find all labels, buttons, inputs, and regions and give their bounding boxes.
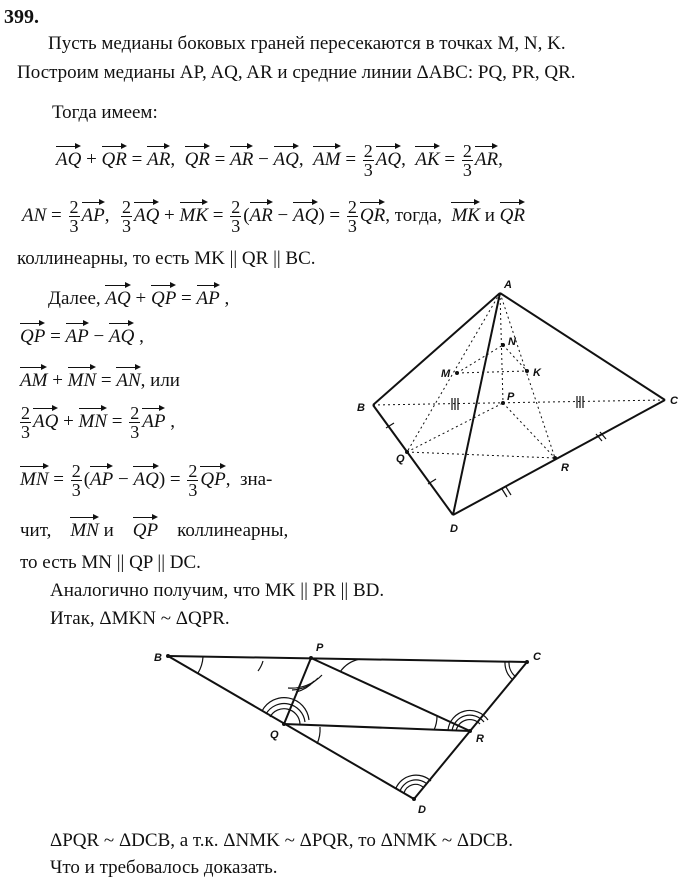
segment-mn — [457, 345, 503, 373]
intro-line-1: Пусть медианы боковых граней пересекаются в точках M, N, K. — [48, 33, 566, 54]
label-r: R — [561, 462, 569, 474]
conclusion-line-2: Что и требовалось доказать. — [50, 857, 278, 878]
formula-line-1: AQ + QR = AR, QR = AR − AQ, AM = $\frac{2}{3}$ AQ, AK = $\frac{2}{3}$ AR, — [56, 141, 503, 180]
formula-line-2: AN = $\frac{2}{3}$ AP, $\frac{2}{3}$ AQ + MK = $\frac{2}{3}$ (AR − AQ) = $\frac{2}{3}$ QR, тогда, MK и QR — [22, 197, 525, 236]
further-line: Далее, AQ + QP = AP , — [48, 282, 229, 310]
label-a: A — [504, 279, 512, 291]
pyramid-figure — [357, 275, 690, 540]
collinear-mk-qr: коллинеарны, то есть MK || QR || BC. — [17, 248, 316, 269]
that-is-mn: то есть MN || QP || DC. — [20, 552, 201, 573]
conclusion-line-1: ΔPQR ~ ΔDCB, а т.к. ΔNMK ~ ΔPQR, то ΔNMK ~ ΔDCB. — [50, 830, 513, 851]
tri-label-q: Q — [270, 729, 279, 741]
tri-label-c: C — [533, 651, 541, 663]
similarly-line: Аналогично получим, что MK || PR || BD. — [50, 580, 385, 601]
collinear-mn-qp: чит, MN и QP коллинеарны, — [20, 514, 288, 542]
qp-formula: QP = AP − AQ , — [20, 320, 144, 348]
edge-ad — [453, 293, 500, 515]
label-p: P — [507, 391, 515, 403]
label-n: N — [508, 336, 516, 348]
label-b: B — [357, 402, 365, 414]
edge-dc — [453, 400, 665, 515]
tri-label-d: D — [418, 804, 426, 816]
edge-ac — [500, 293, 665, 400]
label-q: Q — [396, 453, 405, 465]
problem-number: 399. — [4, 6, 39, 28]
median-ap — [500, 293, 503, 403]
edge-ab — [373, 293, 500, 405]
label-m: M — [441, 368, 451, 380]
edge-bc — [373, 400, 665, 405]
triangle-figure — [150, 640, 550, 818]
label-k: K — [533, 367, 541, 379]
tri-label-r: R — [476, 733, 484, 745]
tri-label-b: B — [154, 652, 162, 664]
midline-qr — [407, 452, 555, 458]
segment-mk — [457, 371, 527, 373]
then-we-have: Тогда имеем: — [52, 102, 158, 123]
tri-label-p: P — [316, 642, 324, 654]
am-mn-formula: AM + MN = AN, или — [20, 364, 180, 392]
midline-pr — [503, 403, 555, 458]
intro-line-2: Построим медианы AP, AQ, AR и средние линии ΔABC: PQ, PR, QR. — [17, 62, 576, 83]
label-d: D — [450, 523, 458, 535]
segment-nk — [503, 345, 527, 371]
frac-aq-mn-formula: $\frac{2}{3}$ AQ + MN = $\frac{2}{3}$ AP , — [21, 403, 175, 442]
median-ar — [500, 293, 555, 458]
hence-line: Итак, ΔMKN ~ ΔQPR. — [50, 608, 230, 629]
median-aq — [407, 293, 500, 452]
label-c: C — [670, 395, 678, 407]
mn-formula: MN = $\frac{2}{3}$ (AP − AQ) = $\frac{2}{3}$ QP, зна- — [20, 461, 273, 500]
edge-bd — [373, 405, 453, 515]
